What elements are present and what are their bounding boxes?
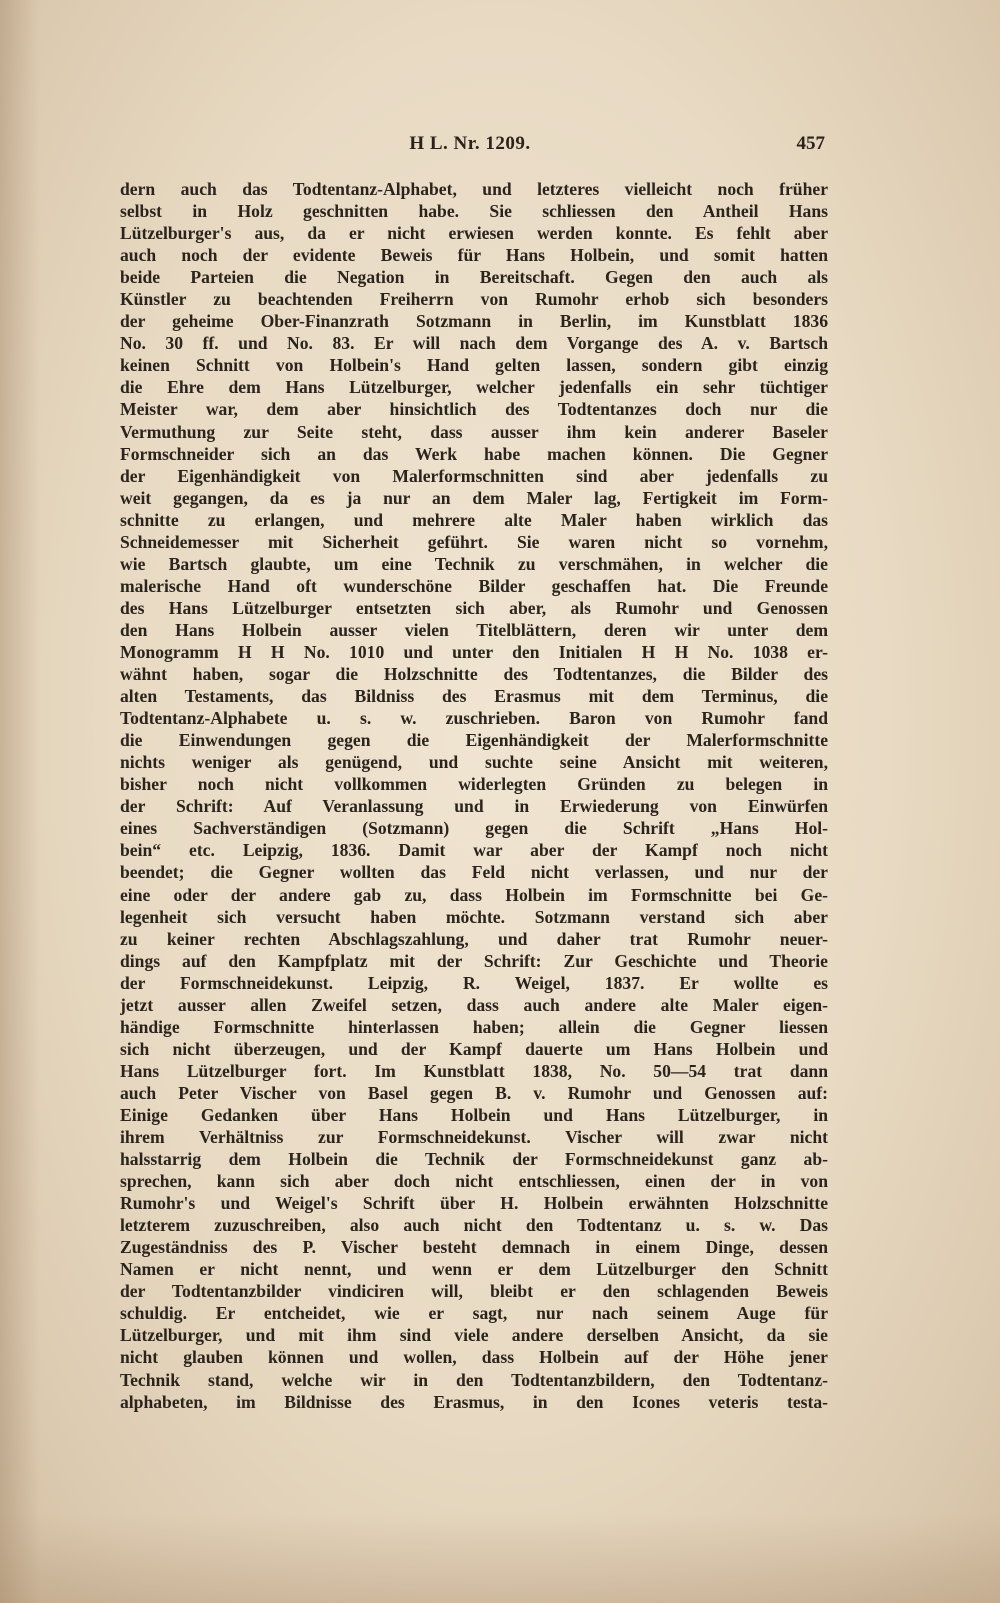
- text-line: eine oder der andere gab zu, dass Holbein im Formschnitte bei Ge-: [120, 884, 828, 905]
- running-header: [115, 133, 825, 159]
- text-line: auch Peter Vischer von Basel gegen B. v. Rumohr und Genossen auf:: [120, 1082, 828, 1103]
- text-line: Vermuthung zur Seite steht, dass ausser ihm kein anderer Baseler: [120, 421, 828, 442]
- text-line: schnitte zu erlangen, und mehrere alte Maler haben wirklich das: [120, 509, 828, 530]
- text-line: den Hans Holbein ausser vielen Titelblättern, deren wir unter dem: [120, 619, 828, 640]
- text-line: halsstarrig dem Holbein die Technik der Formschneidekunst ganz ab-: [120, 1149, 828, 1170]
- text-line: beendet; die Gegner wollten das Feld nicht verlassen, und nur der: [120, 862, 828, 883]
- text-line: Künstler zu beachtenden Freiherrn von Rumohr erhob sich besonders: [120, 289, 828, 310]
- text-line: alphabeten, im Bildnisse des Erasmus, in den Icones veteris testa-: [120, 1391, 828, 1412]
- text-line: malerische Hand oft wunderschöne Bilder geschaffen hat. Die Freunde: [120, 575, 828, 596]
- text-line: schuldig. Er entcheidet, wie er sagt, nur nach seinem Auge für: [120, 1303, 828, 1324]
- text-line: weit gegangen, da es ja nur an dem Maler lag, Fertigkeit im Form-: [120, 487, 828, 508]
- text-line: der Formschneidekunst. Leipzig, R. Weigel, 1837. Er wollte es: [120, 972, 828, 993]
- text-line: wähnt haben, sogar die Holzschnitte des Todtentanzes, die Bilder des: [120, 664, 828, 685]
- text-line: wie Bartsch glaubte, um eine Technik zu verschmähen, in welcher die: [120, 553, 828, 574]
- text-line: Zugeständniss des P. Vischer besteht demnach in einem Dinge, dessen: [120, 1237, 828, 1258]
- text-line: der geheime Ober-Finanzrath Sotzmann in Berlin, im Kunstblatt 1836: [120, 311, 828, 332]
- body-text: [120, 178, 828, 1413]
- text-line: die Einwendungen gegen die Eigenhändigkeit der Malerformschnitte: [120, 730, 828, 751]
- text-line: Schneidemesser mit Sicherheit geführt. Sie waren nicht so vornehm,: [120, 531, 828, 552]
- text-line: bein“ etc. Leipzig, 1836. Damit war aber der Kampf noch nicht: [120, 840, 828, 861]
- text-line: Lützelburger's aus, da er nicht erwiesen werden konnte. Es fehlt aber: [120, 223, 828, 244]
- text-line: keinen Schnitt von Holbein's Hand gelten lassen, sondern gibt einzig: [120, 355, 828, 376]
- text-line: Hans Lützelburger fort. Im Kunstblatt 1838, No. 50—54 trat dann: [120, 1060, 828, 1081]
- text-line: beide Parteien die Negation in Bereitschaft. Gegen den auch als: [120, 267, 828, 288]
- text-line: eines Sachverständigen (Sotzmann) gegen die Schrift „Hans Hol-: [120, 818, 828, 839]
- text-line: nicht glauben können und wollen, dass Holbein auf der Höhe jener: [120, 1347, 828, 1368]
- text-line: Lützelburger, und mit ihm sind viele andere derselben Ansicht, da sie: [120, 1325, 828, 1346]
- text-line: letzterem zuzuschreiben, also auch nicht den Todtentanz u. s. w. Das: [120, 1215, 828, 1236]
- text-line: Rumohr's und Weigel's Schrift über H. Holbein erwähnten Holzschnitte: [120, 1193, 828, 1214]
- text-line: Meister war, dem aber hinsichtlich des Todtentanzes doch nur die: [120, 399, 828, 420]
- header-title: H L. Nr. 1209.: [409, 133, 531, 154]
- text-line: des Hans Lützelburger entsetzten sich aber, als Rumohr und Genossen: [120, 597, 828, 618]
- text-line: der Todtentanzbilder vindiciren will, bleibt er den schlagenden Beweis: [120, 1281, 828, 1302]
- text-line: Formschneider sich an das Werk habe machen können. Die Gegner: [120, 443, 828, 464]
- text-line: Technik stand, welche wir in den Todtentanzbildern, den Todtentanz-: [120, 1369, 828, 1390]
- text-line: bisher noch nicht vollkommen widerlegten Gründen zu belegen in: [120, 774, 828, 795]
- text-line: auch noch der evidente Beweis für Hans Holbein, und somit hatten: [120, 245, 828, 266]
- text-line: selbst in Holz geschnitten habe. Sie schliessen den Antheil Hans: [120, 201, 828, 222]
- text-line: sich nicht überzeugen, und der Kampf dauerte um Hans Holbein und: [120, 1038, 828, 1059]
- text-line: zu keiner rechten Abschlagszahlung, und daher trat Rumohr neuer-: [120, 928, 828, 949]
- page-bottom-shadow: [0, 1513, 1000, 1603]
- text-line: händige Formschnitte hinterlassen haben; allein die Gegner liessen: [120, 1016, 828, 1037]
- text-line: Namen er nicht nennt, und wenn er dem Lützelburger den Schnitt: [120, 1259, 828, 1280]
- text-line: die Ehre dem Hans Lützelburger, welcher jedenfalls ein sehr tüchtiger: [120, 377, 828, 398]
- text-line: No. 30 ff. und No. 83. Er will nach dem Vorgange des A. v. Bartsch: [120, 333, 828, 354]
- text-line: Monogramm H H No. 1010 und unter den Initialen H H No. 1038 er-: [120, 641, 828, 662]
- text-line: jetzt ausser allen Zweifel setzen, dass auch andere alte Maler eigen-: [120, 994, 828, 1015]
- text-line: dings auf den Kampfplatz mit der Schrift: Zur Geschichte und Theorie: [120, 950, 828, 971]
- text-line: dern auch das Todtentanz-Alphabet, und letzteres vielleicht noch früher: [120, 179, 828, 199]
- text-line: alten Testaments, das Bildniss des Erasmus mit dem Terminus, die: [120, 686, 828, 707]
- text-line: Einige Gedanken über Hans Holbein und Hans Lützelburger, in: [120, 1104, 828, 1125]
- text-line: sprechen, kann sich aber doch nicht entschliessen, einen der in von: [120, 1171, 828, 1192]
- text-line: Todtentanz-Alphabete u. s. w. zuschrieben. Baron von Rumohr fand: [120, 708, 828, 729]
- text-line: nichts weniger als genügend, und suchte seine Ansicht mit weiteren,: [120, 752, 828, 773]
- text-line: der Schrift: Auf Veranlassung und in Erwiederung von Einwürfen: [120, 796, 828, 817]
- text-line: der Eigenhändigkeit von Malerformschnitten sind aber jedenfalls zu: [120, 465, 828, 486]
- text-line: legenheit sich versucht haben möchte. Sotzmann verstand sich aber: [120, 906, 828, 927]
- page-number: 457: [796, 133, 825, 154]
- page-edge-shadow: [0, 0, 40, 1603]
- text-line: ihrem Verhältniss zur Formschneidekunst. Vischer will zwar nicht: [120, 1127, 828, 1148]
